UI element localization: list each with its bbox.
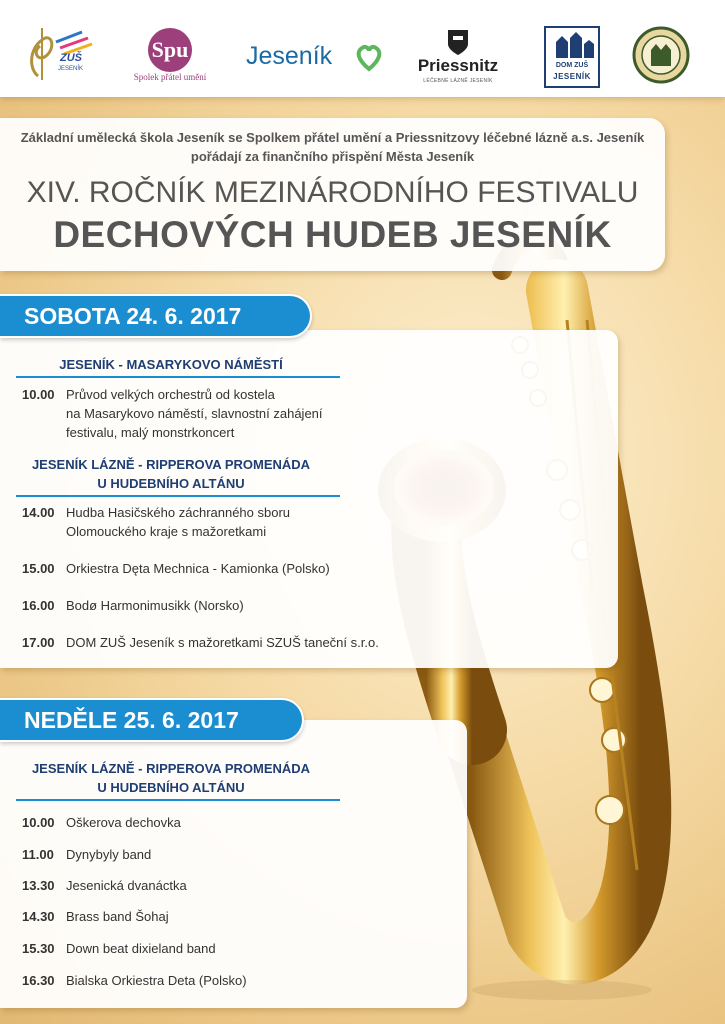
sunday-event <box>22 971 247 990</box>
event-time: 16.00 <box>22 598 55 613</box>
event-time: 15.30 <box>22 941 55 956</box>
event-name: Brass band Šohaj <box>66 909 169 924</box>
event-desc-line: Bodø Harmonimusikk (Norsko) <box>66 598 244 613</box>
location-divider <box>16 376 340 378</box>
building-icon <box>546 30 598 62</box>
event-name: Dynybyly band <box>66 847 152 862</box>
sunday-event <box>22 876 187 895</box>
event-time: 15.00 <box>22 561 55 576</box>
sunday-date-banner: NEDĚLE 25. 6. 2017 <box>0 698 304 742</box>
zus-logo <box>22 22 102 86</box>
saturday-event-5 <box>22 633 379 652</box>
event-time: 16.30 <box>22 973 55 988</box>
saturday-location-2-line2: U HUDEBNÍHO ALTÁNU <box>97 476 245 491</box>
sunday-event <box>22 939 216 958</box>
event-name: Bialska Orkiestra Deta (Polsko) <box>66 973 247 988</box>
event-time: 11.00 <box>22 847 54 862</box>
spu-caption: Spolek přátel umění <box>133 72 207 82</box>
location-divider <box>16 799 340 801</box>
saturday-event-1 <box>22 385 323 442</box>
spolek-pratel-umeni-logo <box>128 28 212 88</box>
event-desc-line: Hudba Hasičského záchranného sboru <box>66 505 291 520</box>
event-name: Oškerova dechovka <box>66 815 181 830</box>
sunday-location-line1: JESENÍK LÁZNĚ - RIPPEROVA PROMENÁDA <box>31 761 311 776</box>
event-time: 14.00 <box>22 505 55 520</box>
priessnitz-logo <box>412 28 504 88</box>
saturday-location-1: JESENÍK - MASARYKOVO NÁMĚSTÍ <box>59 357 283 372</box>
saturday-date-banner: SOBOTA 24. 6. 2017 <box>0 294 312 338</box>
event-time: 17.00 <box>22 635 55 650</box>
event-desc-line: Orkiestra Dęta Mechnica - Kamionka (Polsko) <box>66 561 330 576</box>
sponsorship-line: pořádají za finančního přispění Města Jeseník <box>190 149 475 164</box>
jesenik-logo-text: Jeseník <box>246 42 333 70</box>
jesenik-town-logo <box>246 42 386 78</box>
priessnitz-name: Priessnitz <box>417 56 499 75</box>
event-name: Jesenická dvanáctka <box>66 878 187 893</box>
sunday-location-line2: U HUDEBNÍHO ALTÁNU <box>97 780 245 795</box>
sunday-event <box>22 907 169 926</box>
dom-zus-line2: JESENÍK <box>553 72 591 81</box>
sponsor-logo-bar <box>0 0 725 97</box>
saturday-location-2-line1: JESENÍK LÁZNĚ - RIPPEROVA PROMENÁDA <box>31 457 311 472</box>
event-desc-line: Olomouckého kraje s mažoretkami <box>66 524 267 539</box>
zus-logo-subtext: JESENÍK <box>58 66 84 72</box>
coat-of-arms-icon <box>632 26 690 84</box>
festival-title-line2: DECHOVÝCH HUDEB JESENÍK <box>53 214 612 255</box>
dom-zus-line1: DOM ZUŠ <box>555 62 589 69</box>
town-crest-logo <box>632 26 690 84</box>
event-time: 10.00 <box>22 815 55 830</box>
zus-logo-text: ZUŠ <box>60 52 82 64</box>
event-time: 10.00 <box>22 387 55 402</box>
saturday-event-4 <box>22 596 244 615</box>
sunday-event <box>22 845 151 864</box>
spu-mark: Spu <box>148 28 192 72</box>
event-desc-line: na Masarykovo náměstí, slavnostní zahájení <box>66 406 323 421</box>
event-desc-line: festivalu, malý monstrkoncert <box>66 425 235 440</box>
location-divider <box>16 495 340 497</box>
heart-icon <box>354 42 384 72</box>
festival-title-line1: XIV. ROČNÍK MEZINÁRODNÍHO FESTIVALU <box>26 176 639 209</box>
event-time: 14.30 <box>22 909 55 924</box>
event-desc-line: DOM ZUŠ Jeseník s mažoretkami SZUŠ taneční s.r.o. <box>66 635 379 650</box>
crest-emblem-icon <box>446 28 470 56</box>
dom-zus-logo <box>544 26 600 88</box>
event-desc-line: Průvod velkých orchestrů od kostela <box>66 387 275 402</box>
event-name: Down beat dixieland band <box>66 941 216 956</box>
festival-intro <box>0 118 665 271</box>
saturday-event-3 <box>22 559 330 578</box>
organizers-line: Základní umělecká škola Jeseník se Spolkem přátel umění a Priessnitzovy léčebné lázně a.s. Jeseník <box>20 130 645 145</box>
saturday-event-2 <box>22 503 290 541</box>
event-time: 13.30 <box>22 878 55 893</box>
sunday-event <box>22 813 181 832</box>
saturday-program-panel <box>0 330 618 668</box>
priessnitz-subtitle: LÉČEBNÉ LÁZNĚ JESENÍK <box>423 78 493 84</box>
